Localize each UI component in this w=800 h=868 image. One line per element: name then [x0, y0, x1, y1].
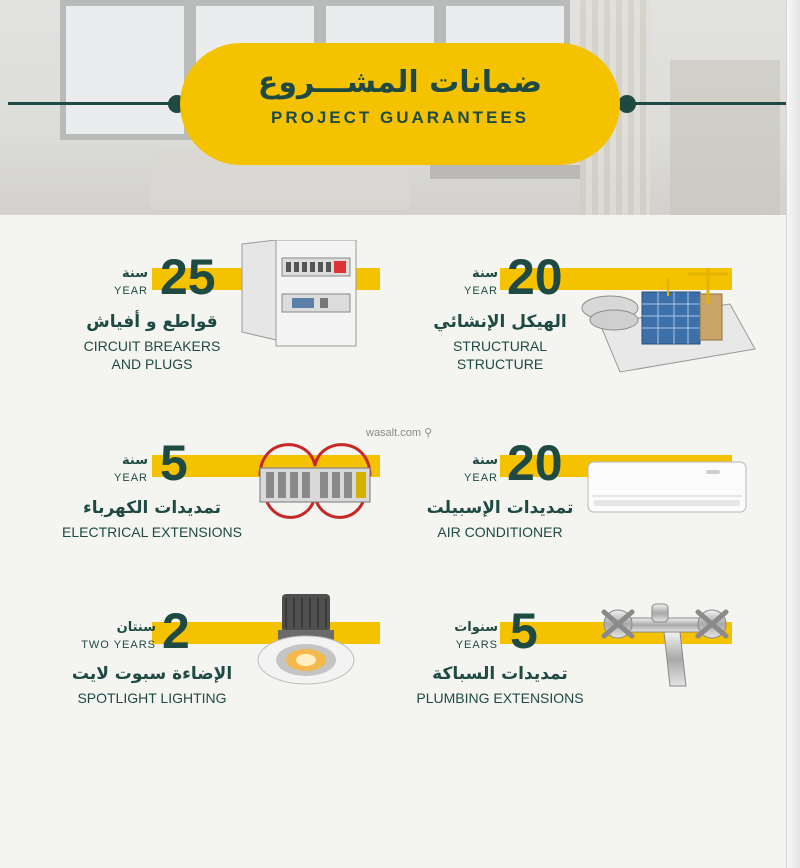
page-title-ar: ضمانات المشـــروع: [257, 65, 543, 100]
years-number: 20: [507, 249, 563, 305]
unit-ar: سنوات: [454, 620, 498, 635]
unit-en: TWO YEARS: [81, 639, 156, 651]
years-number: 2: [162, 603, 190, 659]
years-number: 25: [160, 249, 216, 305]
unit-ar: سنة: [472, 266, 498, 281]
years-number: 5: [510, 603, 538, 659]
title-ar: الهيكل الإنشائي: [433, 312, 567, 332]
wiring-terminals-icon: [250, 436, 380, 526]
page-edge: [786, 0, 800, 868]
spotlight-icon: [254, 588, 358, 692]
faucet-icon: [590, 596, 740, 700]
unit-en: YEAR: [464, 472, 498, 484]
page-title-en: PROJECT GUARANTEES: [270, 108, 530, 127]
unit-en: YEAR: [114, 472, 148, 484]
title-en: CIRCUIT BREAKERS AND PLUGS: [83, 338, 221, 372]
title-ar: قواطع و أفياش: [86, 312, 218, 332]
unit-en: YEAR: [464, 285, 498, 297]
title-en: STRUCTURAL STRUCTURE: [452, 338, 548, 372]
watermark: wasalt.com ⚲: [366, 427, 433, 439]
title-en: AIR CONDITIONER: [437, 524, 563, 540]
title-en: PLUMBING EXTENSIONS: [416, 690, 584, 706]
title-banner: [180, 43, 620, 165]
title-ar: تمديدات الإسبيلت: [426, 498, 574, 518]
title-ar: تمديدات الكهرباء: [83, 498, 221, 518]
unit-en: YEARS: [455, 639, 498, 651]
unit-ar: سنتان: [116, 620, 156, 635]
title-ar: الإضاءة سبوت لايت: [71, 664, 233, 684]
title-en: SPOTLIGHT LIGHTING: [77, 690, 227, 706]
unit-en: YEAR: [114, 285, 148, 297]
header-line-left: [8, 102, 178, 105]
building-under-construction-icon: [580, 264, 760, 376]
electrical-panel-icon: [240, 240, 360, 350]
years-number: 5: [160, 435, 188, 491]
unit-ar: سنة: [472, 453, 498, 468]
years-number: 20: [507, 435, 563, 491]
unit-ar: سنة: [122, 453, 148, 468]
title-ar: تمديدات السباكة: [432, 664, 568, 684]
title-en: ELECTRICAL EXTENSIONS: [62, 524, 242, 540]
unit-ar: سنة: [122, 266, 148, 281]
header-line-right: [628, 102, 786, 105]
split-ac-icon: [586, 460, 750, 516]
header-dot-right: [618, 95, 636, 113]
